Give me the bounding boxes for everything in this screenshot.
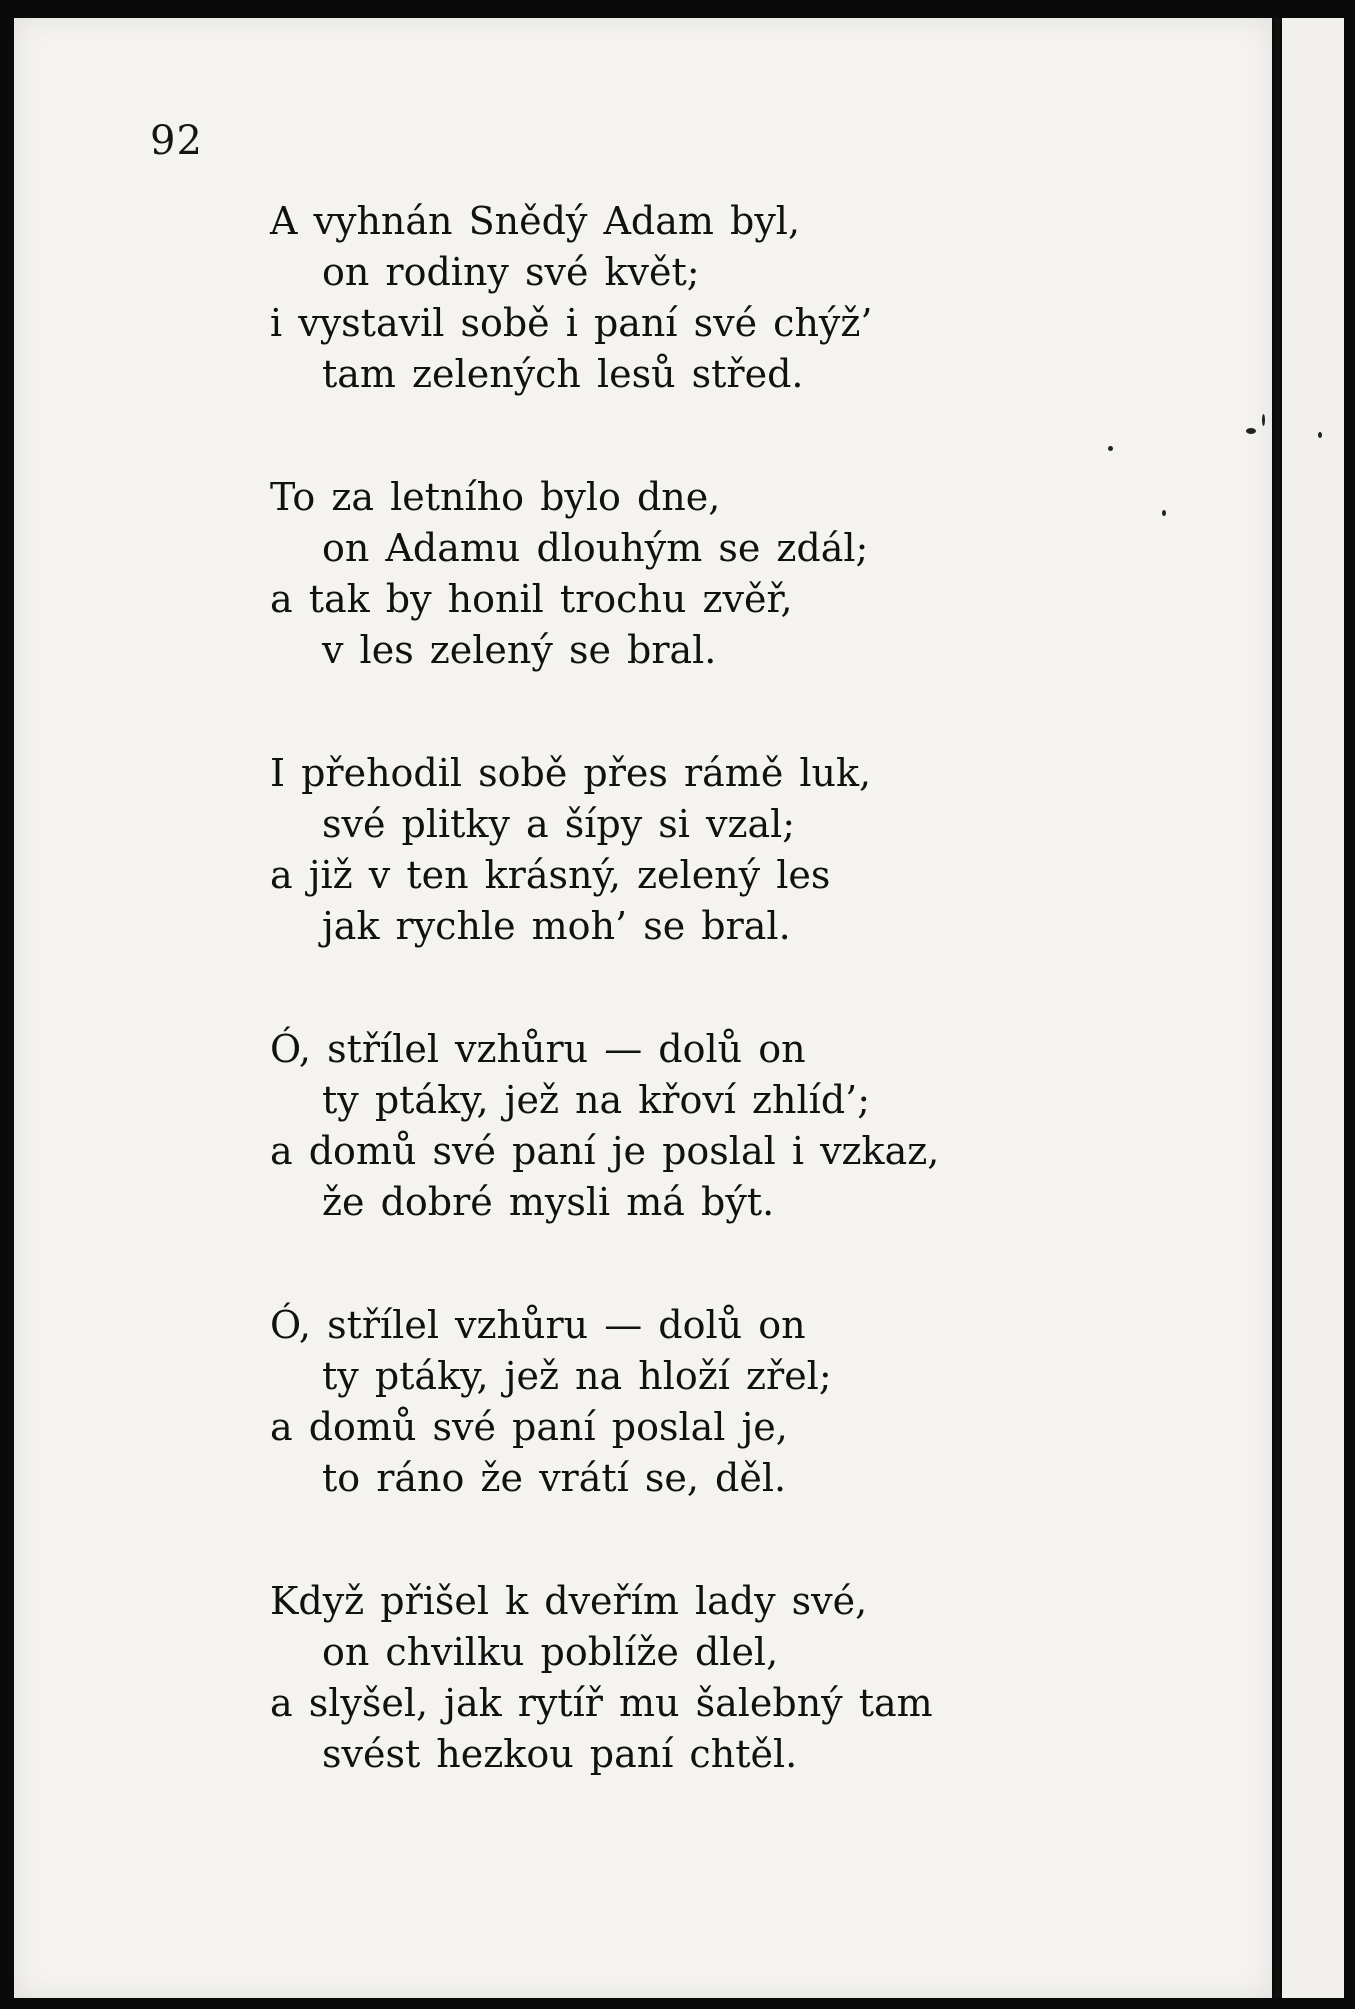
stanza-3 xyxy=(270,748,1170,952)
stanza-5 xyxy=(270,1300,1170,1504)
poem-text xyxy=(270,196,1170,1852)
poem-line: a tak by honil trochu zvěř, xyxy=(270,577,793,621)
stanza-4 xyxy=(270,1024,1170,1228)
poem-line: on Adamu dlouhým se zdál; xyxy=(322,526,869,570)
poem-line: svést hezkou paní chtěl. xyxy=(322,1732,798,1776)
facing-page-edge xyxy=(1282,18,1344,1998)
poem-line: jak rychle moh’ se bral. xyxy=(322,904,791,948)
poem-line: on rodiny své květ; xyxy=(322,250,700,294)
poem-line: v les zelený se bral. xyxy=(322,628,717,672)
poem-line: i vystavil sobě i paní své chýž’ xyxy=(270,301,873,345)
poem-line: ty ptáky, jež na křoví zhlíd’; xyxy=(322,1078,871,1122)
scan-speck xyxy=(1246,428,1256,434)
poem-line: on chvilku poblíže dlel, xyxy=(322,1630,779,1674)
poem-line: a slyšel, jak rytíř mu šalebný tam xyxy=(270,1681,933,1725)
poem-line: ty ptáky, jež na hloží zřel; xyxy=(322,1354,832,1398)
scan-speck xyxy=(1318,432,1322,438)
poem-line: tam zelených lesů střed. xyxy=(322,352,804,396)
stanza-1 xyxy=(270,196,1170,400)
poem-line: a domů své paní poslal je, xyxy=(270,1405,788,1449)
poem-line: Ó, střílel vzhůru — dolů on xyxy=(270,1303,806,1347)
poem-line: Když přišel k dveřím lady své, xyxy=(270,1579,868,1623)
poem-line: To za letního bylo dne, xyxy=(270,475,721,519)
poem-line: a domů své paní je poslal i vzkaz, xyxy=(270,1129,940,1173)
scan-speck xyxy=(1262,414,1265,426)
poem-line: to ráno že vrátí se, děl. xyxy=(322,1456,787,1500)
poem-line: Ó, střílel vzhůru — dolů on xyxy=(270,1027,806,1071)
page-number: 92 xyxy=(150,118,203,164)
page-edge-shadow xyxy=(1274,18,1280,1998)
poem-line: a již v ten krásný, zelený les xyxy=(270,853,831,897)
stanza-2 xyxy=(270,472,1170,676)
poem-line: I přehodil sobě přes rámě luk, xyxy=(270,751,872,795)
poem-line: své plitky a šípy si vzal; xyxy=(322,802,796,846)
stanza-6 xyxy=(270,1576,1170,1780)
poem-line: A vyhnán Snědý Adam byl, xyxy=(270,199,801,243)
poem-line: že dobré mysli má být. xyxy=(322,1180,775,1224)
